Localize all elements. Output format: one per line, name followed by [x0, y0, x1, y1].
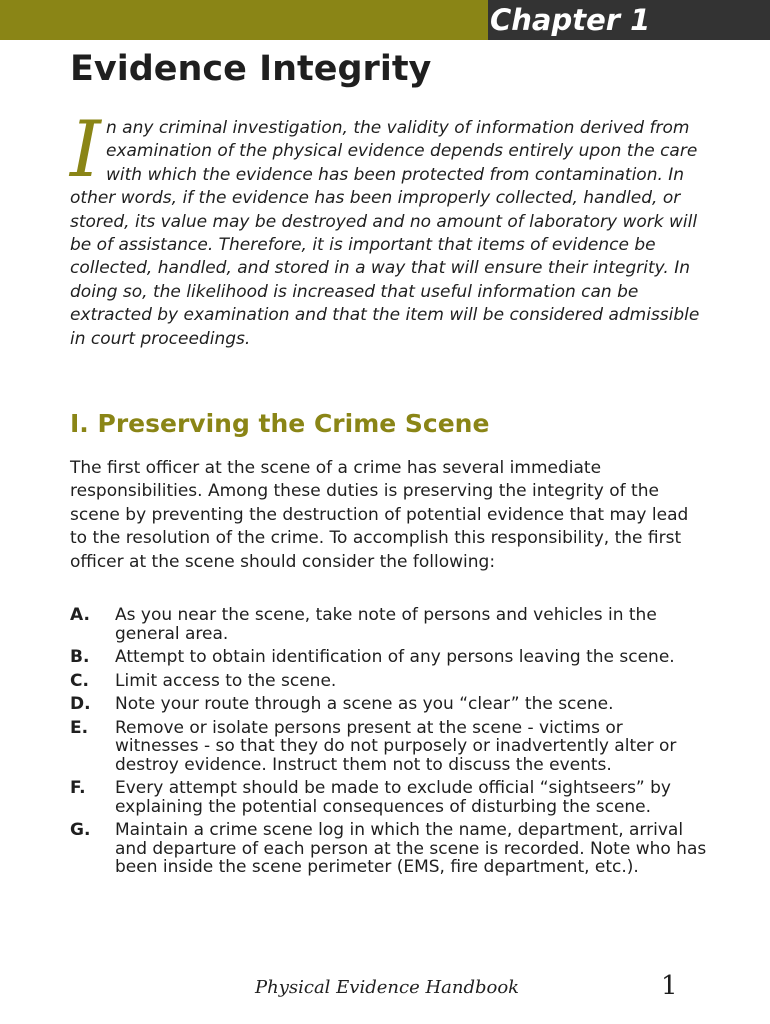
footer-book-title: Physical Evidence Handbook	[255, 977, 520, 998]
list-item-text: Every attempt should be made to exclude official “sightseers” by explaining the potential consequences of disturbing the scene.	[115, 778, 671, 817]
list-item-text: As you near the scene, take note of persons and vehicles in the general area.	[115, 605, 657, 644]
list-item-text: Attempt to obtain identification of any persons leaving the scene.	[115, 647, 675, 667]
section-heading: I. Preserving the Crime Scene	[70, 409, 490, 438]
list-item-letter: E.	[70, 717, 89, 738]
list-item	[70, 606, 710, 643]
list-item-letter: C.	[70, 670, 89, 691]
drop-cap: I	[70, 105, 101, 195]
intro-paragraph	[70, 105, 710, 351]
list-item	[70, 719, 710, 775]
chapter-tab	[488, 0, 770, 40]
list-item-text: Note your route through a scene as you “clear” the scene.	[115, 694, 614, 714]
list-item-letter: A.	[70, 605, 90, 625]
list-item-text: Remove or isolate persons present at the scene - victims or witnesses - so that they do not purposely or inadvertently alter or destroy evidence. Instruct them not to discuss the events.	[115, 717, 677, 775]
section-paragraph: The first officer at the scene of a crime has several immediate responsibilities. Among these duties is preserving the integrity of the scene by preventing the destruction of potential evidence that may lead to the resolution of the crime. To accomplish this responsibility, the first officer at the scene should consider the following:	[70, 458, 689, 572]
list-item-letter: B.	[70, 647, 90, 667]
page-number: 1	[661, 971, 678, 1001]
list-item	[70, 779, 710, 816]
chapter-label: Chapter 1	[490, 3, 651, 37]
list-item-text: Limit access to the scene.	[115, 670, 337, 691]
responsibility-list	[70, 606, 710, 882]
list-item-text: Maintain a crime scene log in which the name, department, arrival and departure of each person at the scene is recorded. Note who has been inside the scene perimeter (EMS, fire department, etc.).	[115, 820, 707, 877]
intro-text: n any criminal investigation, the validity of information derived from examination of the physical evidence depends entirely upon the care with which the evidence has been protected from contamination. In other words, if the evidence has been improperly collected, handled, or stored, its value may be destroyed and no amount of laboratory work will be of assistance. Therefore, it is important that items of evidence be collected, handled, and stored in a way that will ensure their integrity. In doing so, the likelihood is increased that useful information can be extracted by examination and that the item will be considered admissible in court proceedings.	[70, 118, 700, 349]
list-item	[70, 695, 710, 714]
list-item-letter: D.	[70, 694, 91, 714]
list-item	[70, 648, 710, 667]
list-item	[70, 821, 710, 877]
list-item-letter: G.	[70, 820, 91, 840]
page-title: Evidence Integrity	[70, 49, 432, 89]
list-item	[70, 672, 710, 691]
list-item-letter: F.	[70, 778, 86, 798]
